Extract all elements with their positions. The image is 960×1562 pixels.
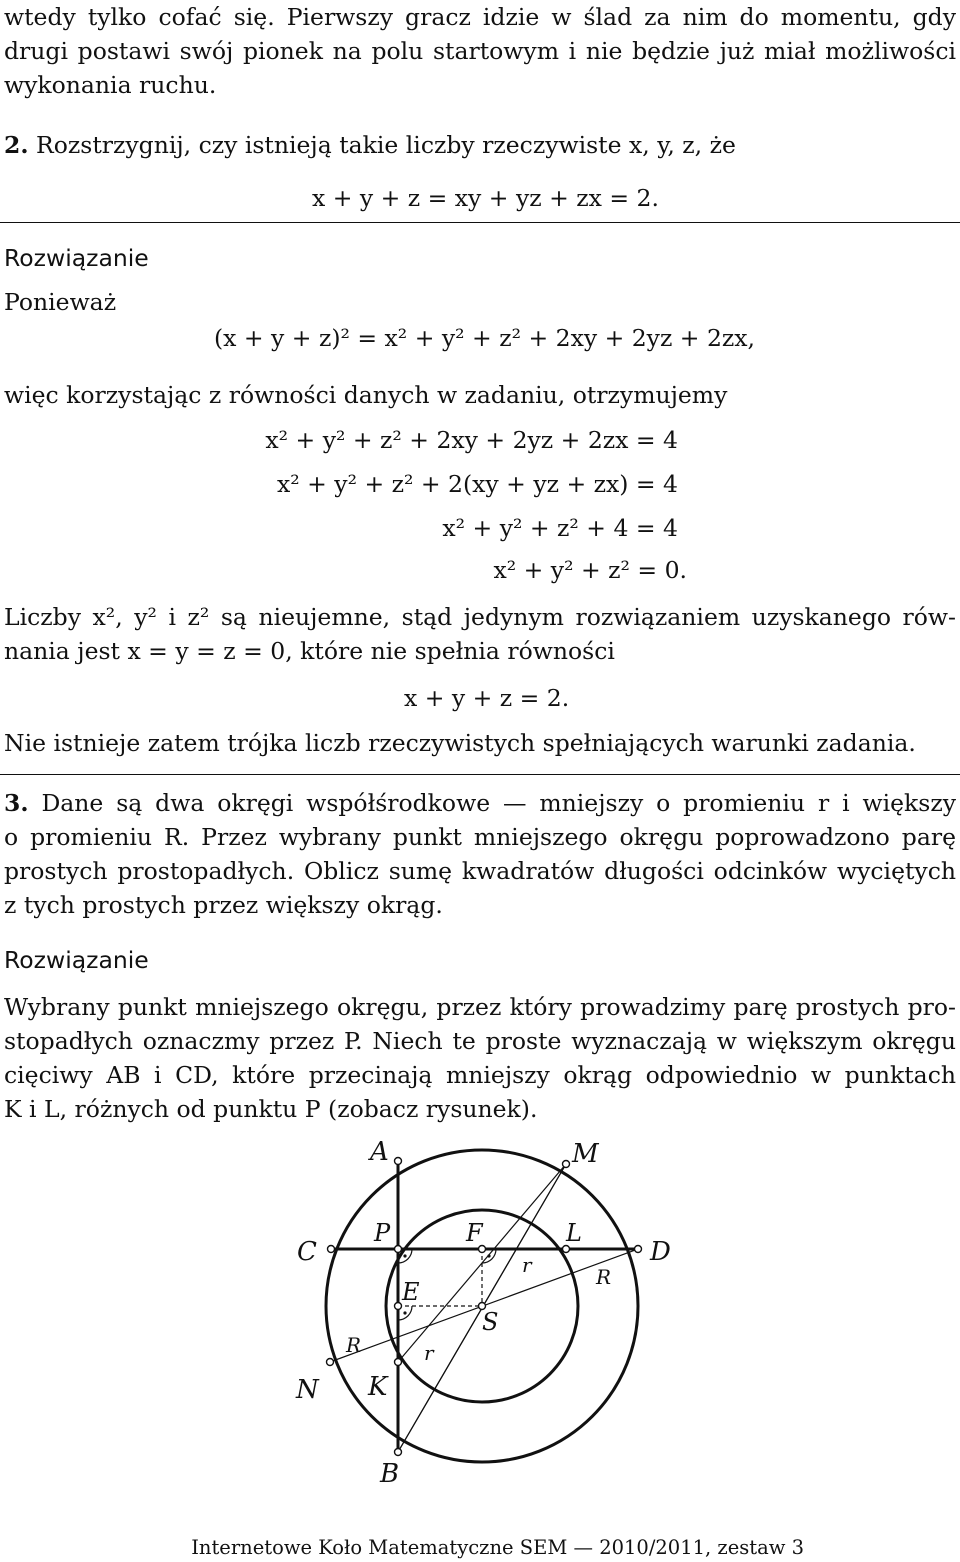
label-e: E	[402, 1278, 420, 1306]
prev-text-line-1: wtedy tylko cofać się. Pierwszy gracz idzie w ślad za nim do momentu, gdy	[4, 3, 956, 31]
label-f: F	[466, 1219, 483, 1247]
problem-3-line-1	[4, 786, 956, 820]
label-m: M	[572, 1139, 599, 1169]
solution-3-line-1: Wybrany punkt mniejszego okręgu, przez który prowadzimy parę prostych pro-	[4, 993, 956, 1021]
solution-2-conclusion-1: Liczby x², y² i z² są nieujemne, stąd jedynym rozwiązaniem uzyskanego rów-	[4, 603, 956, 631]
point-m	[563, 1161, 570, 1168]
right-angle-dot-f	[487, 1254, 490, 1257]
problem-3-line-3: prostych prostopadłych. Oblicz sumę kwadratów długości odcinków wyciętych	[4, 857, 956, 885]
section-rule	[0, 222, 960, 223]
label-p: P	[374, 1219, 391, 1247]
point-b	[395, 1449, 402, 1456]
label-radius-r-big-2: R	[346, 1333, 362, 1357]
solution-3-heading: Rozwiązanie	[4, 946, 149, 974]
prev-text-line-3: wykonania ruchu.	[4, 71, 217, 99]
solution-2-identity: (x + y + z)² = x² + y² + z² + 2xy + 2yz + 2zx,	[214, 324, 756, 352]
solution-2-conclusion-equation: x + y + z = 2.	[404, 684, 570, 712]
points	[327, 1158, 642, 1456]
point-d	[635, 1246, 642, 1253]
solution-2-conclusion-2: nania jest x = y = z = 0, które nie spełnia równości	[4, 637, 615, 665]
prev-text-line-2: drugi postawi swój pionek na polu startowym i nie będzie już miał możliwości	[4, 37, 956, 65]
label-c: C	[297, 1237, 317, 1267]
point-k	[395, 1359, 402, 1366]
problem-3-number: 3.	[4, 789, 29, 817]
solution-3-line-3: cięciwy AB i CD, które przecinają mniejszy okrąg odpowiednio w punktach	[4, 1061, 956, 1089]
label-l: L	[566, 1219, 582, 1247]
point-a	[395, 1158, 402, 1165]
problem-3-line-4: z tych prostych przez większy okrąg.	[4, 891, 443, 919]
label-b: B	[380, 1459, 400, 1489]
label-d: D	[650, 1237, 671, 1267]
label-n: N	[296, 1375, 319, 1405]
label-radius-r-small-2: r	[424, 1341, 434, 1365]
right-angle-dot-e	[403, 1311, 406, 1314]
label-radius-r-small-1: r	[522, 1253, 532, 1277]
point-n	[327, 1359, 334, 1366]
solution-2-step-4: x² + y² + z² = 0.	[493, 556, 687, 584]
problem-2-number: 2.	[4, 131, 29, 159]
problem-2-text: Rozstrzygnij, czy istnieją takie liczby rzeczywiste x, y, z, że	[36, 131, 736, 159]
geometry-figure	[0, 1130, 960, 1490]
solution-3-line-2: stopadłych oznaczmy przez P. Niech te proste wyznaczają w większym okręgu	[4, 1027, 956, 1055]
solution-2-step-3: x² + y² + z² + 4 = 4	[442, 514, 678, 542]
solution-3-line-4: K i L, różnych od punktu P (zobacz rysunek).	[4, 1095, 538, 1123]
problem-2-equation: x + y + z = xy + yz + zx = 2.	[312, 184, 659, 212]
solution-2-step-2: x² + y² + z² + 2(xy + yz + zx) = 4	[276, 470, 678, 498]
page-footer: Internetowe Koło Matematyczne SEM — 2010/2011, zestaw 3	[191, 1536, 804, 1559]
label-a: A	[370, 1137, 389, 1167]
solution-2-connector: więc korzystając z równości danych w zadaniu, otrzymujemy	[4, 381, 728, 409]
solution-2-heading: Rozwiązanie	[4, 244, 149, 272]
right-angle-dot-p	[403, 1254, 406, 1257]
problem-2-statement	[4, 128, 956, 162]
label-s: S	[482, 1308, 499, 1336]
solution-2-step-1: x² + y² + z² + 2xy + 2yz + 2zx = 4	[265, 426, 678, 454]
section-rule	[0, 774, 960, 775]
point-e	[395, 1303, 402, 1310]
point-p	[395, 1246, 402, 1253]
problem-3-text-1: Dane są dwa okręgi współśrodkowe — mniejszy o promieniu r i większy	[41, 789, 956, 817]
problem-3-line-2: o promieniu R. Przez wybrany punkt mniejszego okręgu poprowadzono parę	[4, 823, 956, 851]
solution-2-final: Nie istnieje zatem trójka liczb rzeczywistych spełniających warunki zadania.	[4, 729, 916, 757]
label-radius-r-big-1: R	[596, 1265, 612, 1289]
label-k: K	[368, 1372, 388, 1402]
solution-2-intro: Ponieważ	[4, 288, 117, 316]
point-c	[328, 1246, 335, 1253]
